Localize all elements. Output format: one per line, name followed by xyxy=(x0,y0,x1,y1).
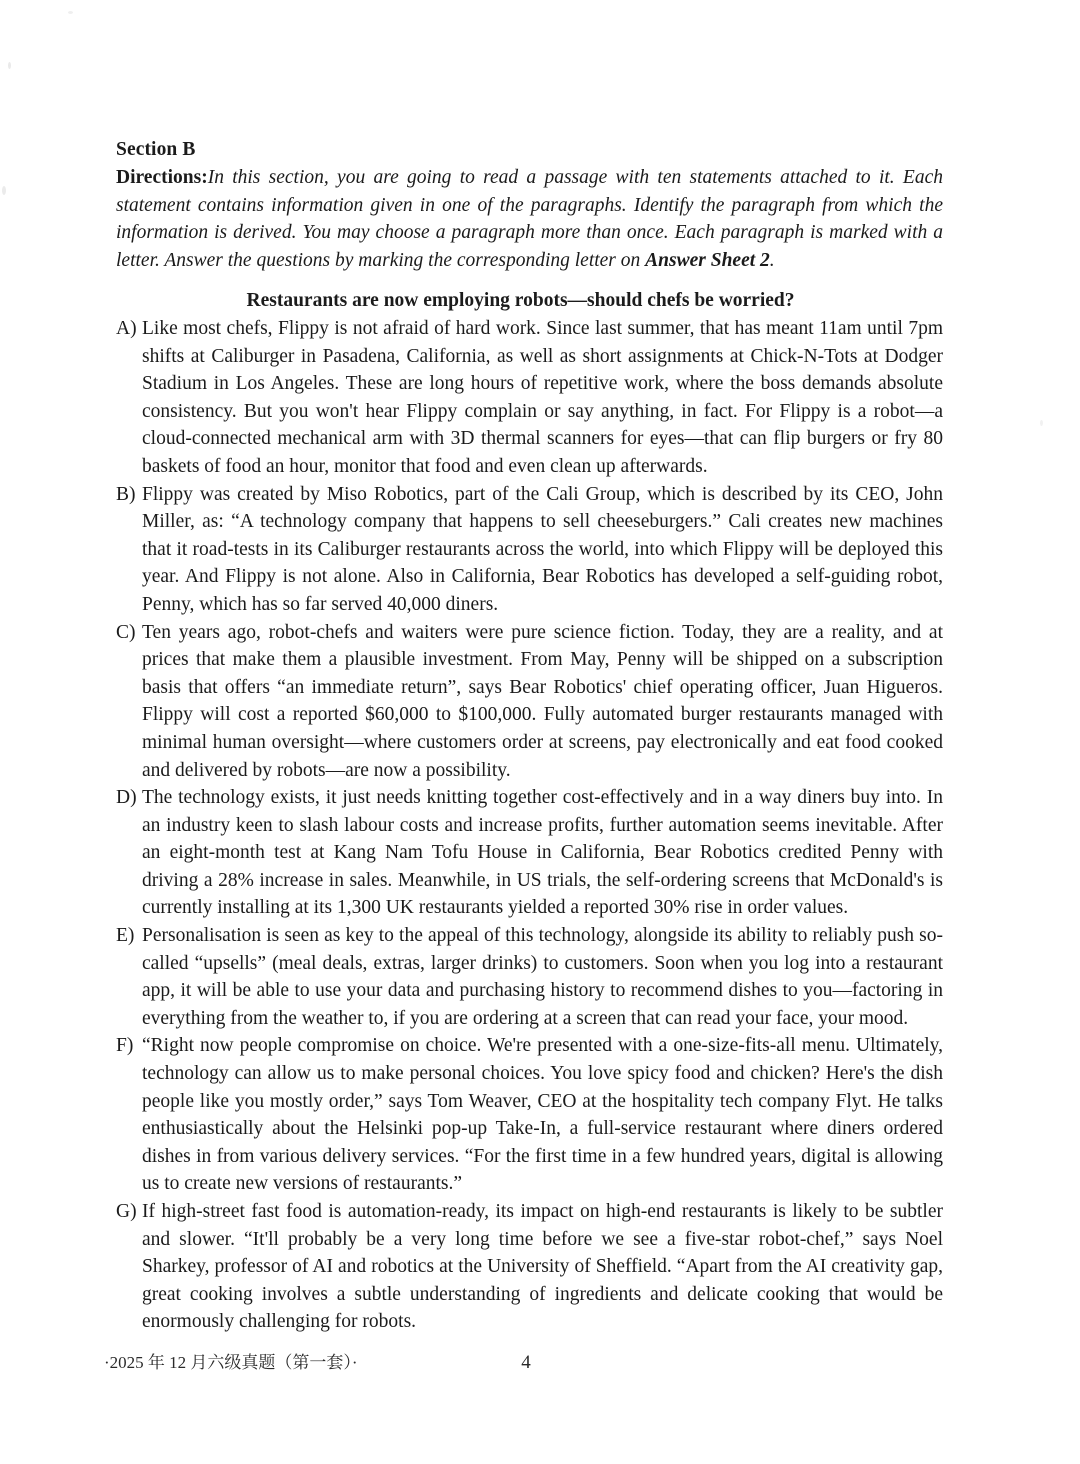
directions-terminator: . xyxy=(769,249,775,271)
paragraph-text: Ten years ago, robot-chefs and waiters were pure science fiction. Today, they are a reality, and at prices that make them a plausible investment. From May, Penny will be shipped on a subscription basis that offers “an immediate return”, says Bear Robotics' chief operating officer, Juan Higueros. Flippy will cost a reported $60,000 to $100,000. Fully automated burger restaurants managed with minimal human oversight—where customers order at screens, pay electronically and eat food cooked and delivered by robots—are now a possibility. xyxy=(142,621,943,781)
scan-artifact xyxy=(8,62,11,69)
paragraph-marker: F) xyxy=(116,1035,134,1057)
passage-paragraph-a xyxy=(116,315,943,481)
passage-paragraph-e xyxy=(116,922,943,1032)
passage-paragraph-b xyxy=(116,481,943,619)
section-heading: Section B xyxy=(116,139,196,160)
page-content xyxy=(116,136,943,1336)
paragraph-text: Like most chefs, Flippy is not afraid of hard work. Since last summer, that has meant 11am until 7pm shifts at Caliburger in Pasadena, California, as well as short assignments at Chick-N-Tots at Dodger Stadium in Los Angeles. These are long hours of repetitive work, where the boss demands absolute consistency. But you won't hear Flippy complain or say anything, in fact. For Flippy is a robot—a cloud-connected mechanical arm with 3D thermal scanners for eyes—that can flip burgers or fry 80 baskets of food an hour, monitor that food and even clean up afterwards. xyxy=(142,318,943,477)
passage-paragraph-f xyxy=(116,1032,943,1198)
paragraph-text: If high-street fast food is automation-ready, its impact on high-end restaurants is likely to be subtler and slower. “It'll probably be a very long time before we see a five-star robot-chef,” says Noel Sharkey, professor of AI and robotics at the University of Sheffield. “Apart from the AI creativity gap, great cooking involves a subtle understanding of ingredients and delicate cooking that would be enormously challenging for robots. xyxy=(142,1201,943,1333)
passage-title: Restaurants are now employing robots—should chefs be worried? xyxy=(246,290,795,311)
scan-artifact xyxy=(1040,420,1043,426)
scan-artifact xyxy=(2,186,6,195)
paragraph-marker: C) xyxy=(116,621,136,643)
paragraph-marker: D) xyxy=(116,787,137,809)
paragraph-text: The technology exists, it just needs knitting together cost-effectively and in a way diners buy into. In an industry keen to slash labour costs and increase profits, further automation seems inevitable. After an eight-month test at Kang Nam Tofu House in California, Bear Robotics credited Penny with driving a 28% increase in sales. Meanwhile, in US trials, the self-ordering screens that McDonald's is currently installing at its 1,300 UK restaurants yielded a reported 30% rise in order values. xyxy=(142,787,943,919)
directions-label: Directions: xyxy=(116,167,208,188)
directions-text: In this section, you are going to read a passage with ten statements attached to it. Each statement contains information given in one of the paragraphs. Identify the paragraph from which the information is derived. You may choose a paragraph more than once. Each paragraph is marked with a letter. Answer the questions by marking the corresponding letter on xyxy=(116,167,943,271)
paragraph-marker: A) xyxy=(116,318,137,339)
paragraph-marker: G) xyxy=(116,1201,137,1222)
passage-paragraph-c xyxy=(116,619,943,785)
directions-block xyxy=(116,164,943,274)
answer-sheet-reference: Answer Sheet 2 xyxy=(645,249,770,271)
page-number: 4 xyxy=(521,1352,531,1373)
passage-paragraph-d xyxy=(116,784,943,922)
page-footer xyxy=(0,1350,1080,1376)
paragraph-text: “Right now people compromise on choice. We're presented with a one-size-fits-all menu. Ultimately, technology can allow us to make personal choices. You love spicy food and chicken? Here's the dish people like you mostly order,” says Tom Weaver, CEO at the hospitality tech company Flyt. He talks enthusiastically about the Helsinki pop-up Take-In, a full-service restaurant where diners ordered dishes in from various delivery services. “For the first time in a few hundred years, digital is allowing us to create new versions of restaurants.” xyxy=(142,1035,943,1195)
passage-paragraph-g xyxy=(116,1198,943,1336)
scan-artifact xyxy=(68,11,73,14)
paragraph-text: Flippy was created by Miso Robotics, part of the Cali Group, which is described by its CEO, John Miller, as: “A technology company that happens to sell cheeseburgers.” Cali creates new machines that it road-tests in its Caliburger restaurants across the world, into which Flippy will be deployed this year. And Flippy is not alone. Also in California, Bear Robotics has developed a self-guiding robot, Penny, which has so far served 40,000 diners. xyxy=(142,483,943,615)
footer-exam-label: ·2025 年 12 月六级真题（第一套）· xyxy=(104,1353,358,1372)
paragraph-marker: E) xyxy=(116,925,135,947)
paragraph-marker: B) xyxy=(116,483,136,505)
paragraph-text: Personalisation is seen as key to the appeal of this technology, alongside its ability to reliably push so-called “upsells” (meal deals, extras, larger drinks) to customers. Soon when you log into a restaurant app, it will be able to use your data and purchasing history to recommend dishes to you—factoring in everything from the weather to, if you are ordering at a screen that can read your face, your mood. xyxy=(142,925,943,1029)
